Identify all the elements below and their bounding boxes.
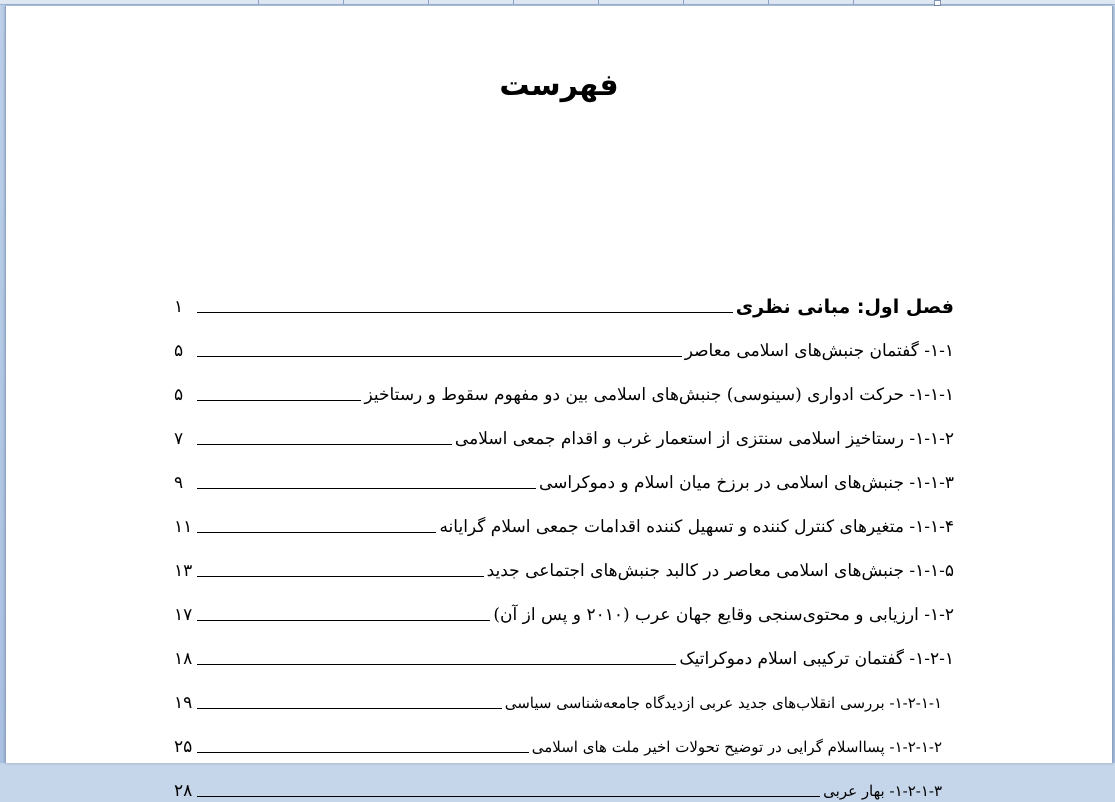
toc-entry-text: ۱-۲- ارزیابی و محتوی‌سنجی وقایع جهان عرب (۲۰۱۰ و پس از آن) — [493, 605, 954, 625]
toc-entry-text: ۱-۲-۱-۳- بهار عربی — [823, 782, 942, 800]
ruler-tick — [343, 0, 344, 4]
toc-entry-text: ۱-۱-۵- جنبش‌های اسلامی معاصر در کالبد جنبش‌های اجتماعی جدید — [486, 561, 954, 581]
ruler — [0, 0, 1115, 5]
toc-page-number: ۵ — [174, 385, 184, 405]
toc-page-number: ۲۵ — [174, 737, 193, 757]
ruler-tick — [428, 0, 429, 4]
toc-leader-line — [197, 488, 536, 489]
toc-leader-line — [197, 356, 682, 357]
toc-entry-text: ۱-۲-۱-۱- بررسی انقلاب‌های جدید عربی ازدیدگاه جامعه‌شناسی سیاسی — [504, 694, 942, 712]
toc-entry-text: فصل اول: مبانی نظری — [735, 296, 954, 318]
toc-title: فهرست — [499, 68, 619, 103]
toc-leader-line — [197, 708, 502, 709]
toc-page-number: ۷ — [174, 429, 184, 449]
toc-entry[interactable] — [174, 582, 954, 626]
toc-entry[interactable] — [174, 714, 954, 758]
toc-page-number: ۱۷ — [174, 605, 193, 625]
ruler-tick — [853, 0, 854, 4]
toc-page-number: ۹ — [174, 473, 184, 493]
toc-leader-line — [197, 312, 733, 313]
toc-list — [174, 274, 954, 802]
toc-entry-text: ۱-۱- گفتمان جنبش‌های اسلامی معاصر — [684, 341, 954, 361]
toc-entry[interactable] — [174, 274, 954, 318]
toc-entry[interactable] — [174, 758, 954, 802]
toc-entry-text: ۱-۲-۱- گفتمان ترکیبی اسلام دموکراتیک — [679, 649, 954, 669]
toc-leader-line — [197, 532, 436, 533]
toc-page-number: ۵ — [174, 341, 184, 361]
toc-leader-line — [197, 796, 820, 797]
toc-entry[interactable] — [174, 626, 954, 670]
toc-page-number: ۱۳ — [174, 561, 193, 581]
ruler-tick — [768, 0, 769, 4]
toc-entry[interactable] — [174, 318, 954, 362]
toc-page-number: ۲۸ — [174, 781, 193, 801]
toc-page-number: ۱۱ — [174, 517, 193, 537]
toc-entry[interactable] — [174, 538, 954, 582]
toc-leader-line — [197, 620, 490, 621]
toc-entry-text: ۱-۲-۱-۲- پسااسلام گرایی در توضیح تحولات اخیر ملت های اسلامی — [531, 738, 942, 756]
toc-entry[interactable] — [174, 494, 954, 538]
toc-entry[interactable] — [174, 406, 954, 450]
toc-page-number: ۱ — [174, 297, 184, 317]
ruler-tick — [598, 0, 599, 4]
toc-leader-line — [197, 664, 676, 665]
toc-entry[interactable] — [174, 450, 954, 494]
toc-page-number: ۱۹ — [174, 693, 193, 713]
ruler-tick — [258, 0, 259, 4]
toc-leader-line — [197, 400, 361, 401]
toc-leader-line — [197, 576, 484, 577]
toc-entry-text: ۱-۱-۳- جنبش‌های اسلامی در برزخ میان اسلام و دموکراسی — [538, 473, 954, 493]
toc-entry[interactable] — [174, 670, 954, 714]
toc-entry-text: ۱-۱-۴- متغیرهای کنترل کننده و تسهیل کننده اقدامات جمعی اسلام گرایانه — [439, 517, 954, 537]
toc-page-number: ۱۸ — [174, 649, 193, 669]
toc-entry-text: ۱-۱-۲- رستاخیز اسلامی سنتزی از استعمار غرب و اقدام جمعی اسلامی — [454, 429, 954, 449]
ruler-tick — [513, 0, 514, 4]
toc-leader-line — [197, 752, 529, 753]
document-page — [5, 6, 1113, 801]
toc-leader-line — [197, 444, 452, 445]
toc-entry-text: ۱-۱-۱- حرکت ادواری (سینوسی) جنبش‌های اسلامی بین دو مفهوم سقوط و رستاخیز — [364, 385, 954, 405]
toc-entry[interactable] — [174, 362, 954, 406]
ruler-tick — [683, 0, 684, 4]
